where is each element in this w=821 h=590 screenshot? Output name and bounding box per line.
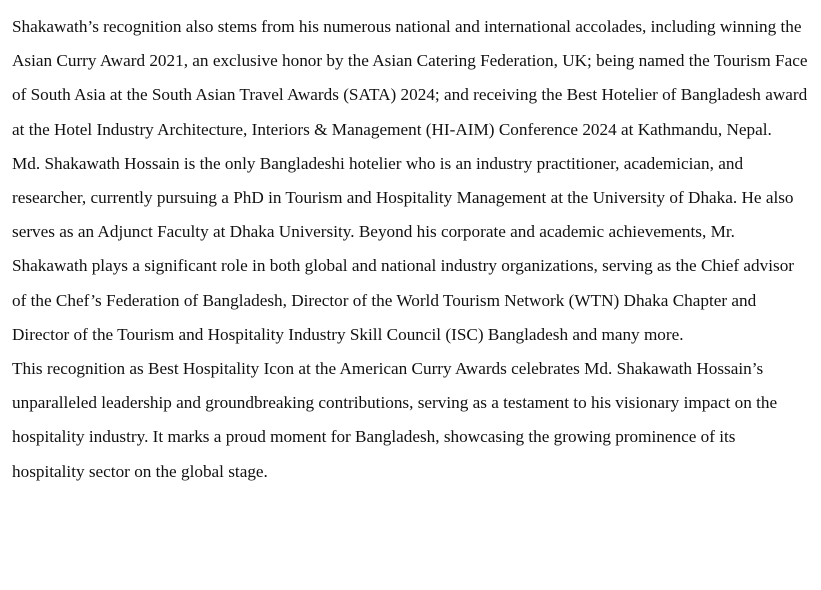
paragraph-recognition: This recognition as Best Hospitality Icon at the American Curry Awards celebrates Md. Shakawath Hossain’s unparalleled leadership and groundbreaking contributions, serving as a testament to his visionary impact on the hospitality industry. It marks a proud moment for Bangladesh, showcasing the growing prominence of its hospitality sector on the global stage.	[12, 359, 778, 481]
paragraph-accolades: Shakawath’s recognition also stems from his numerous national and international accolades, including winning the Asian Curry Award 2021, an exclusive honor by the Asian Catering Federation, UK; being named the Tourism Face of South Asia at the South Asian Travel Awards (SATA) 2024; and receiving the Best Hotelier of Bangladesh award at the Hotel Industry Architecture, Interiors & Management (HI-AIM) Conference 2024 at Kathmandu, Nepal.	[12, 17, 808, 139]
paragraph-profile: Md. Shakawath Hossain is the only Bangladeshi hotelier who is an industry practitioner, academician, and researcher, currently pursuing a PhD in Tourism and Hospitality Management at the University of Dhaka. He also serves as an Adjunct Faculty at Dhaka University. Beyond his corporate and academic achievements, Mr. Shakawath plays a significant role in both global and national industry organizations, serving as the Chief advisor of the Chef’s Federation of Bangladesh, Director of the World Tourism Network (WTN) Dhaka Chapter and Director of the Tourism and Hospitality Industry Skill Council (ISC) Bangladesh and many more.	[12, 153, 795, 344]
article-body	[12, 10, 812, 489]
